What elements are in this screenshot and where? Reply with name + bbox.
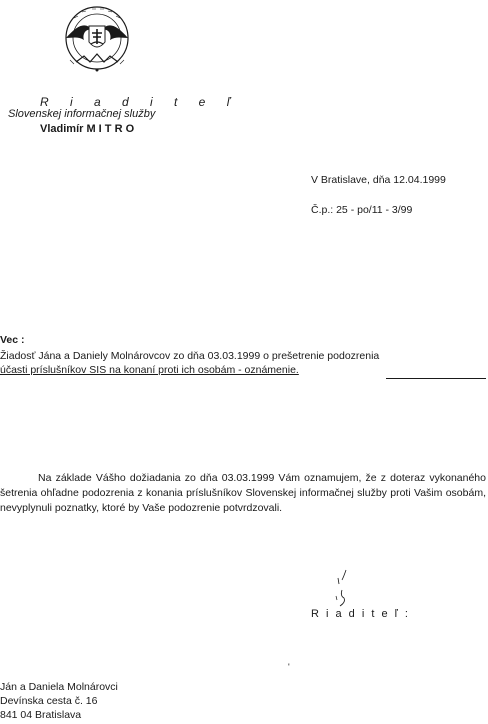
letterhead-title: R i a d i t e ľ (40, 95, 240, 109)
subject-line-2: účasti príslušníkov SIS na konaní proti ich osobám - oznámenie. (0, 364, 299, 376)
recipient-address (0, 680, 118, 722)
signature-mark (328, 568, 356, 612)
subject-line-1: Žiadosť Jána a Daniely Molnárovcov zo dňa 03.03.1999 o prešetrenie podozrenia (0, 350, 380, 362)
reference-number: Č.p.: 25 - po/11 - 3/99 (311, 204, 413, 216)
signer-title: R i a d i t e ľ : (311, 608, 410, 620)
place-date: V Bratislave, dňa 12.04.1999 (311, 174, 446, 186)
institutional-seal-icon (56, 4, 138, 78)
subject-underline-rule (386, 378, 486, 379)
address-line-3: 841 04 Bratislava (0, 709, 82, 721)
letterhead-name: Vladimír M I T R O (40, 123, 135, 135)
address-line-1: Ján a Daniela Molnárovci (0, 681, 118, 693)
address-line-2: Devínska cesta č. 16 (0, 695, 98, 707)
letterhead-organization: Slovenskej informačnej služby (8, 108, 156, 120)
subject-text (0, 349, 486, 377)
footer-mark: ' (288, 662, 290, 672)
body-paragraph: Na základe Vášho dožiadania zo dňa 03.03.1999 Vám oznamujem, že z doteraz vykonaného šetrenia ohľadne podozrenia z konania príslušníkov Slovenskej informačnej služby proti Vašim osobám, nevyplynuli poznatky, ktoré by Vaše podozrenie potvrdzovali. (0, 472, 486, 514)
subject-label: Vec : (0, 334, 25, 346)
